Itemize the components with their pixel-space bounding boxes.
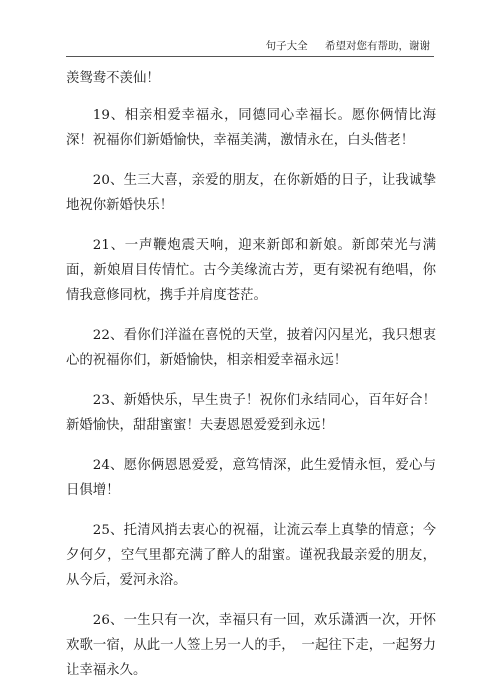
paragraph-24: 24、愿你俩恩恩爱爱，意笃情深，此生爱情永恒，爱心与日俱增！	[66, 458, 436, 498]
paragraph-26: 26、一生只有一次，幸福只有一回，欢乐潇洒一次，开怀欢歌一宿，从此一人签上另一人的手， 一起往下走，一起努力让幸福永久。	[66, 613, 436, 678]
paragraph-25: 25、托清风捎去衷心的祝福，让流云奉上真挚的情意；今夕何夕，空气里都充满了醉人的甜蜜。谨祝我最亲爱的朋友，从今后，爱河永浴。	[66, 523, 436, 588]
document-body	[66, 66, 436, 698]
paragraph-continuation: 羡鸳鸯不羡仙！	[66, 71, 160, 86]
paragraph-20: 20、生三大喜，亲爱的朋友，在你新婚的日子，让我诚挚地祝你新婚快乐！	[66, 173, 436, 213]
header-divider	[66, 56, 434, 57]
page-header	[266, 38, 430, 53]
header-site-name: 句子大全	[265, 40, 308, 52]
header-slogan: 希望对您有帮助，谢谢	[325, 40, 430, 52]
paragraph-19: 19、相亲相爱幸福永，同德同心幸福长。愿你俩情比海深！祝福你们新婚愉快，幸福美满，激情永在，白头偕老！	[66, 108, 436, 148]
paragraph-22: 22、看你们洋溢在喜悦的天堂，披着闪闪星光，我只想衷心的祝福你们，新婚愉快，相亲相爱幸福永远！	[66, 328, 436, 368]
paragraph-21: 21、一声鞭炮震天响，迎来新郎和新娘。新郎荣光与满面，新娘眉目传情忙。古今美缘流古芳，更有梁祝有绝唱，你情我意修同枕，携手并肩度苍茫。	[66, 238, 436, 303]
paragraph-23: 23、新婚快乐，早生贵子！祝你们永结同心，百年好合！新婚愉快，甜甜蜜蜜！夫妻恩恩爱爱到永远！	[66, 393, 436, 433]
